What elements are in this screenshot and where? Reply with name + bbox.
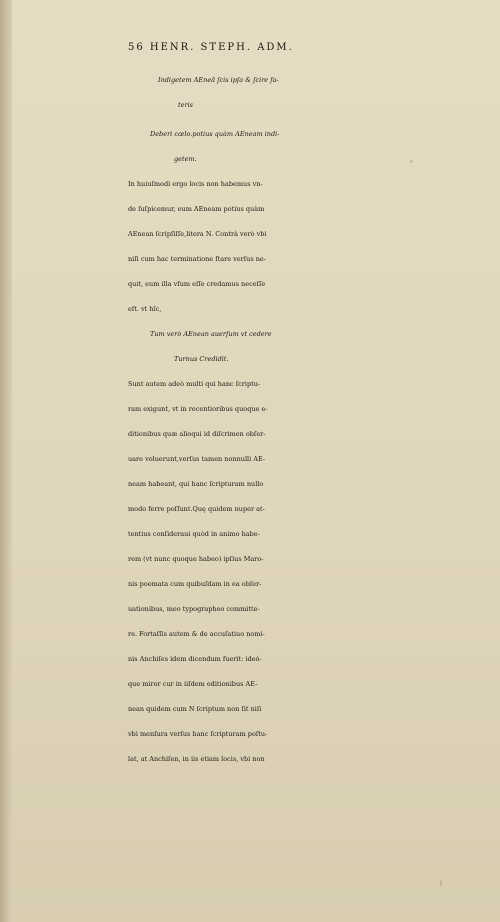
text-line: Sunt autem adeò multi qui hanc ſcriptu- bbox=[128, 380, 261, 388]
text-line: niſi cum hac terminatione ſtare verſus ne- bbox=[128, 255, 266, 263]
text-line: nean quidem cum N ſcriptum non ſit niſi bbox=[128, 705, 262, 713]
text-line: AEnean ſcripſiſſe,litera N. Contrà verò vbi bbox=[128, 230, 267, 238]
page-text bbox=[128, 34, 498, 772]
verse-line: Turnus Credidit. bbox=[174, 355, 229, 363]
text-line: de ſuſpicemur, eum AEneam potius quàm bbox=[128, 205, 265, 213]
text-line: neam habeant, qui hanc ſcripturam nullo bbox=[128, 480, 264, 488]
text-line: uare voluerunt,verſus tamen nonnulli AE- bbox=[128, 455, 266, 463]
page-edge bbox=[0, 0, 12, 922]
text-line: lat, at Anchiſen, in iis etiam locis, vbi non bbox=[128, 755, 265, 763]
text-line: uationibus, meo typographeo committe- bbox=[128, 605, 260, 613]
text-line: ditionibus quæ alioqui id diſcrimen obſer- bbox=[128, 430, 266, 438]
text-line: re. Fortaſſis autem & de accuſatiuo nomi- bbox=[128, 630, 265, 638]
ink-spot bbox=[440, 880, 442, 886]
verse-line: Tum verò AEnean auerſum vt cedere bbox=[150, 330, 272, 338]
text-line: eſt. vt hîc, bbox=[128, 305, 162, 313]
text-line: nis Anchiſes idem dicendum fuerit: ideó- bbox=[128, 655, 262, 663]
verse-line: getem. bbox=[174, 155, 197, 163]
running-header: 56 HENR. STEPH. ADM. bbox=[128, 42, 294, 53]
text-line: quit, eum illa vſum eſſe credamus neceſſe bbox=[128, 280, 266, 288]
text-line: tentius conſideraui quòd in animo habe- bbox=[128, 530, 260, 538]
text-line: nis poemata cum quibuſdam in ea obſer- bbox=[128, 580, 262, 588]
verse-line: Deberi cœlo.potius quàm AEneam indi- bbox=[150, 130, 280, 138]
text-line: vbi menſura verſus hanc ſcripturam poſtu- bbox=[128, 730, 268, 738]
text-line: que miror cur in iiſdem editionibus AE- bbox=[128, 680, 258, 688]
verse-line: Indigetem AEneã ſcis ipſa & ſcire fa- bbox=[158, 76, 279, 84]
text-line: modo ferre poſſunt.Quę quidem nuper at- bbox=[128, 505, 265, 513]
text-line: In huiuſmodi ergo locis non habemus vn- bbox=[128, 180, 263, 188]
verse-line: teris bbox=[178, 101, 193, 109]
text-line: ram exigunt, vt in recentioribus quoque e- bbox=[128, 405, 268, 413]
text-line: rem (vt nunc quoque habeo) ipſius Maro- bbox=[128, 555, 264, 563]
